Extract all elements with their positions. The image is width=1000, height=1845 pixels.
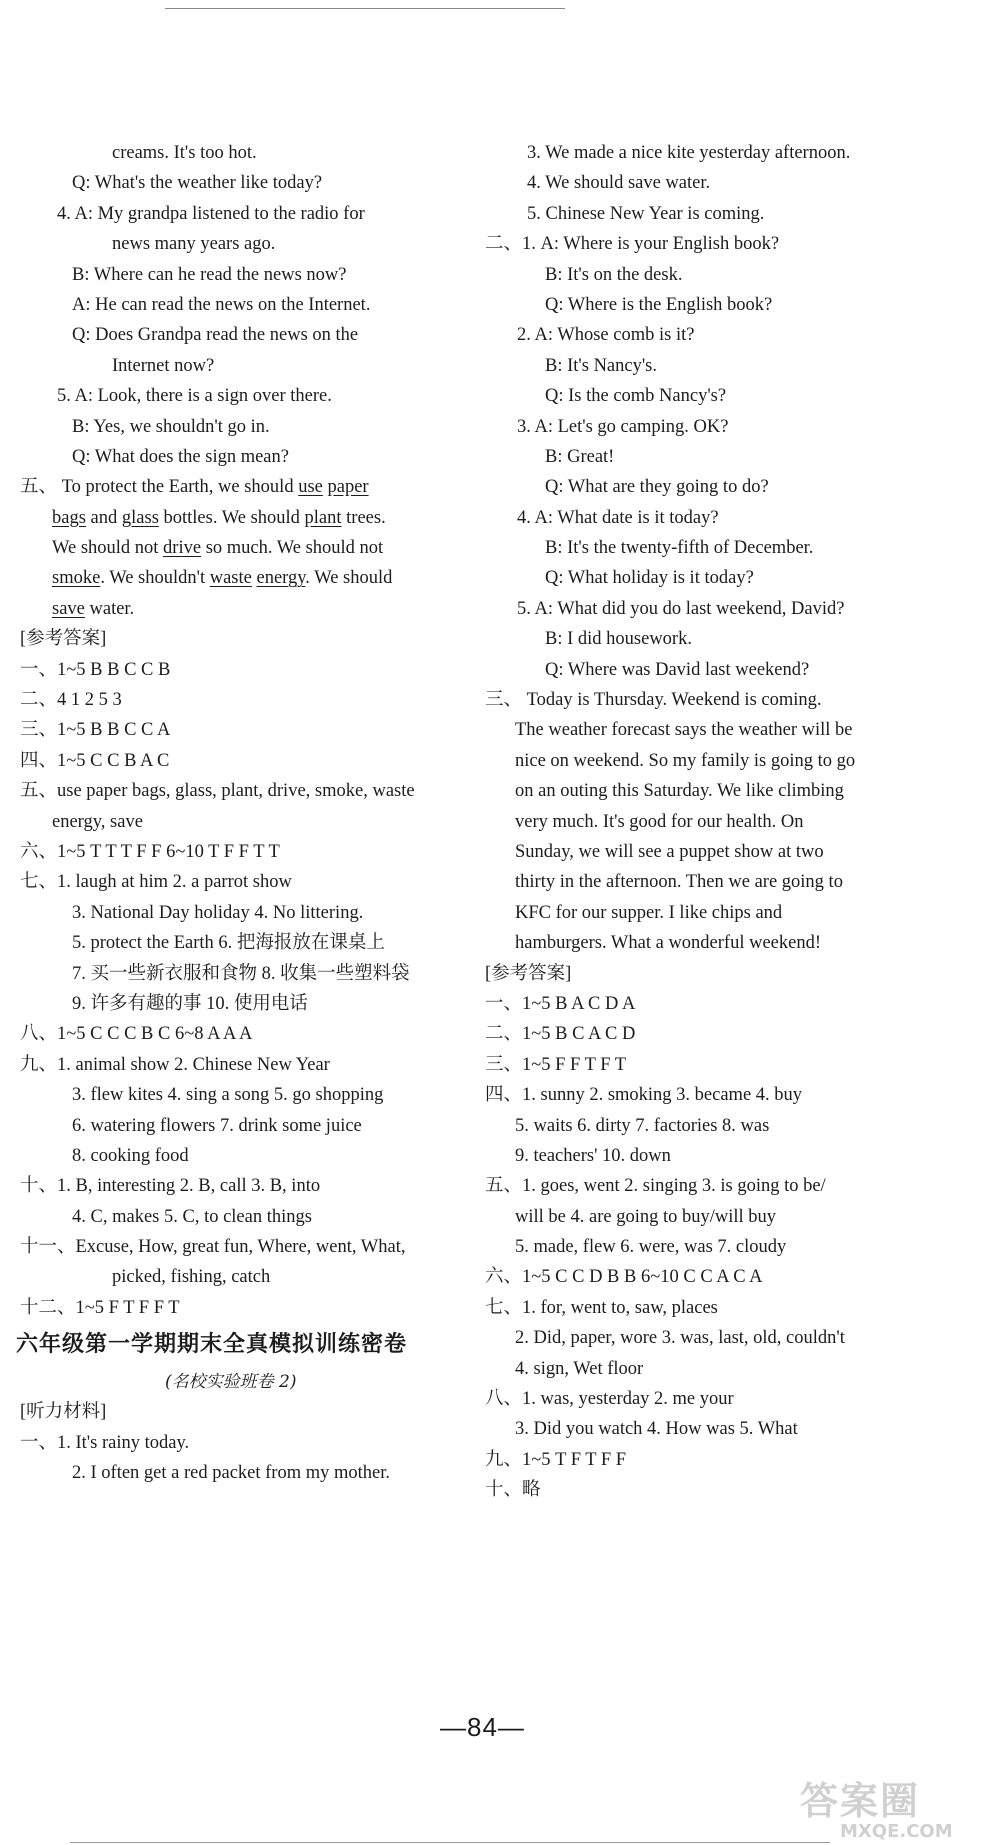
text-line: 2. Did, paper, wore 3. was, last, old, couldn't bbox=[515, 1328, 845, 1349]
text-segment: trees. bbox=[341, 507, 386, 528]
text-line: 六、1~5 T T T F F 6~10 T F F T T bbox=[20, 841, 280, 862]
text-line: 五、use paper bags, glass, plant, drive, smoke, waste bbox=[20, 781, 415, 802]
text-line: Q: What's the weather like today? bbox=[72, 173, 323, 194]
text-line: 一、1~5 B B C C B bbox=[20, 659, 171, 680]
text-line bbox=[0, 594, 480, 624]
text-segment: water. bbox=[84, 598, 135, 619]
text-line: 9. teachers' 10. down bbox=[515, 1145, 671, 1166]
underlined-word: use bbox=[298, 477, 323, 498]
underlined-word: smoke bbox=[52, 568, 101, 589]
text-line: 九、1. animal show 2. Chinese New Year bbox=[20, 1054, 330, 1075]
text-line: 七、1. laugh at him 2. a parrot show bbox=[20, 872, 292, 893]
text-line: 5. made, flew 6. were, was 7. cloudy bbox=[515, 1237, 787, 1258]
text-line bbox=[0, 503, 480, 533]
text-line: 一、1~5 B A C D A bbox=[485, 993, 636, 1014]
watermark-logo bbox=[800, 1770, 990, 1840]
text-line: 3. flew kites 4. sing a song 5. go shopping bbox=[72, 1085, 384, 1106]
underlined-word: plant bbox=[304, 507, 342, 528]
text-line: B: Where can he read the news now? bbox=[72, 264, 347, 285]
text-line: 二、1. A: Where is your English book? bbox=[485, 234, 780, 255]
text-line: 6. watering flowers 7. drink some juice bbox=[72, 1115, 362, 1136]
text-line: [参考答案] bbox=[20, 629, 107, 650]
text-line: B: Yes, we shouldn't go in. bbox=[72, 416, 270, 437]
text-line bbox=[0, 472, 480, 502]
text-line: 3. Did you watch 4. How was 5. What bbox=[515, 1419, 798, 1440]
text-line: 5. A: Look, there is a sign over there. bbox=[57, 386, 332, 407]
text-line: 三、 Today is Thursday. Weekend is coming. bbox=[485, 690, 822, 711]
text-line: [听力材料] bbox=[20, 1402, 107, 1423]
right-column bbox=[485, 138, 930, 1506]
text-line: 六、1~5 C C D B B 6~10 C C A C A bbox=[485, 1267, 763, 1288]
text-line: Q: Where is the English book? bbox=[545, 294, 773, 315]
text-line: Q: What holiday is it today? bbox=[545, 568, 754, 589]
underlined-word: bags bbox=[52, 507, 86, 528]
text-line: B: It's the twenty-fifth of December. bbox=[545, 538, 814, 559]
page-number: —84— bbox=[440, 1712, 525, 1742]
text-line: 八、1~5 C C C B C 6~8 A A A bbox=[20, 1024, 253, 1045]
text-line: nice on weekend. So my family is going to go bbox=[515, 750, 856, 771]
text-line: 5. protect the Earth 6. 把海报放在课桌上 bbox=[72, 933, 385, 954]
text-line: 一、1. It's rainy today. bbox=[20, 1432, 190, 1453]
text-line: 4. A: My grandpa listened to the radio for bbox=[57, 203, 365, 224]
text-line: 七、1. for, went to, saw, places bbox=[485, 1297, 718, 1318]
top-rule bbox=[165, 8, 565, 9]
text-line: 2. A: Whose comb is it? bbox=[517, 325, 695, 346]
text-line: 4. A: What date is it today? bbox=[517, 507, 719, 528]
text-line: 三、1~5 B B C C A bbox=[20, 720, 171, 741]
text-line: very much. It's good for our health. On bbox=[515, 811, 804, 832]
text-line: 2. I often get a red packet from my mother. bbox=[72, 1463, 390, 1484]
text-line: 5. waits 6. dirty 7. factories 8. was bbox=[515, 1115, 770, 1136]
text-line: 9. 许多有趣的事 10. 使用电话 bbox=[72, 993, 308, 1014]
text-line: 7. 买一些新衣服和食物 8. 收集一些塑料袋 bbox=[72, 963, 410, 984]
text-line: 5. Chinese New Year is coming. bbox=[527, 203, 765, 224]
text-line: 4. sign, Wet floor bbox=[515, 1358, 644, 1379]
text-line: creams. It's too hot. bbox=[112, 143, 257, 163]
text-line: on an outing this Saturday. We like climbing bbox=[515, 781, 844, 802]
text-line: The weather forecast says the weather will be bbox=[515, 720, 853, 741]
text-line bbox=[0, 563, 480, 593]
text-line: energy, save bbox=[52, 811, 143, 832]
text-segment: We should not bbox=[52, 538, 164, 559]
text-line: 十、略 bbox=[485, 1480, 541, 1501]
underlined-word: paper bbox=[327, 477, 369, 498]
text-line: picked, fishing, catch bbox=[112, 1267, 271, 1288]
text-line bbox=[0, 533, 480, 563]
bottom-rule bbox=[70, 1842, 830, 1843]
text-line: 八、1. was, yesterday 2. me your bbox=[485, 1389, 734, 1410]
text-line: 4. We should save water. bbox=[527, 173, 711, 194]
text-line: [参考答案] bbox=[485, 963, 572, 984]
underlined-word: waste bbox=[209, 568, 252, 589]
text-line: B: Great! bbox=[545, 446, 615, 467]
text-line: 3. A: Let's go camping. OK? bbox=[517, 416, 729, 437]
text-line: 8. cooking food bbox=[72, 1145, 189, 1166]
text-line: 九、1~5 T F T F F bbox=[485, 1449, 627, 1470]
underlined-word: drive bbox=[163, 538, 202, 559]
text-line: Internet now? bbox=[112, 355, 215, 376]
text-line: 五、1. goes, went 2. singing 3. is going to be/ bbox=[485, 1176, 826, 1197]
text-line: 十、1. B, interesting 2. B, call 3. B, into bbox=[20, 1176, 321, 1197]
text-line: thirty in the afternoon. Then we are going to bbox=[515, 872, 843, 893]
text-line: 3. National Day holiday 4. No littering. bbox=[72, 902, 364, 923]
text-line: 二、4 1 2 5 3 bbox=[20, 690, 122, 711]
text-line: Sunday, we will see a puppet show at two bbox=[515, 841, 824, 862]
text-line: 三、1~5 F F T F T bbox=[485, 1054, 627, 1075]
text-segment: 五、 To protect the Earth, we should bbox=[20, 477, 299, 498]
text-segment: bottles. We should bbox=[158, 507, 305, 528]
underlined-word: energy bbox=[256, 568, 306, 589]
text-line: 四、1~5 C C B A C bbox=[20, 750, 170, 771]
text-line: 十一、Excuse, How, great fun, Where, went, What, bbox=[20, 1237, 406, 1258]
text-line: B: I did housework. bbox=[545, 629, 692, 650]
text-line: Q: Does Grandpa read the news on the bbox=[72, 325, 359, 346]
text-line: KFC for our supper. I like chips and bbox=[515, 902, 783, 923]
text-line: hamburgers. What a wonderful weekend! bbox=[515, 933, 821, 954]
exam-subtitle: (名校实验班卷 2) bbox=[165, 1372, 297, 1393]
text-segment: . We should bbox=[305, 568, 393, 589]
text-line: Q: What does the sign mean? bbox=[72, 446, 289, 467]
text-segment: so much. We should not bbox=[201, 538, 384, 559]
text-line: B: It's Nancy's. bbox=[545, 355, 658, 376]
watermark-url: MXQE.COM bbox=[840, 1821, 953, 1842]
text-line: Q: Where was David last weekend? bbox=[545, 659, 810, 680]
text-line: 十二、1~5 F T F F T bbox=[20, 1297, 180, 1318]
text-line: Q: Is the comb Nancy's? bbox=[545, 386, 727, 407]
underlined-word: glass bbox=[121, 507, 159, 528]
text-line: A: He can read the news on the Internet. bbox=[72, 294, 371, 315]
underlined-word: save bbox=[52, 598, 85, 619]
exam-title: 六年级第一学期期末全真模拟训练密卷 bbox=[16, 1332, 408, 1358]
text-line: 3. We made a nice kite yesterday afternoon. bbox=[527, 143, 851, 163]
text-line: 二、1~5 B C A C D bbox=[485, 1024, 636, 1045]
text-segment: and bbox=[85, 507, 122, 528]
text-line: B: It's on the desk. bbox=[545, 264, 683, 285]
text-line: will be 4. are going to buy/will buy bbox=[515, 1206, 777, 1227]
text-segment: . We shouldn't bbox=[100, 568, 210, 589]
text-line: news many years ago. bbox=[112, 234, 276, 255]
text-line: 5. A: What did you do last weekend, David? bbox=[517, 598, 845, 619]
text-line: Q: What are they going to do? bbox=[545, 477, 769, 498]
watermark-text: 答案圈 bbox=[800, 1779, 921, 1823]
left-column bbox=[0, 138, 480, 1488]
text-line: 四、1. sunny 2. smoking 3. became 4. buy bbox=[485, 1085, 803, 1106]
text-line: 4. C, makes 5. C, to clean things bbox=[72, 1206, 312, 1227]
